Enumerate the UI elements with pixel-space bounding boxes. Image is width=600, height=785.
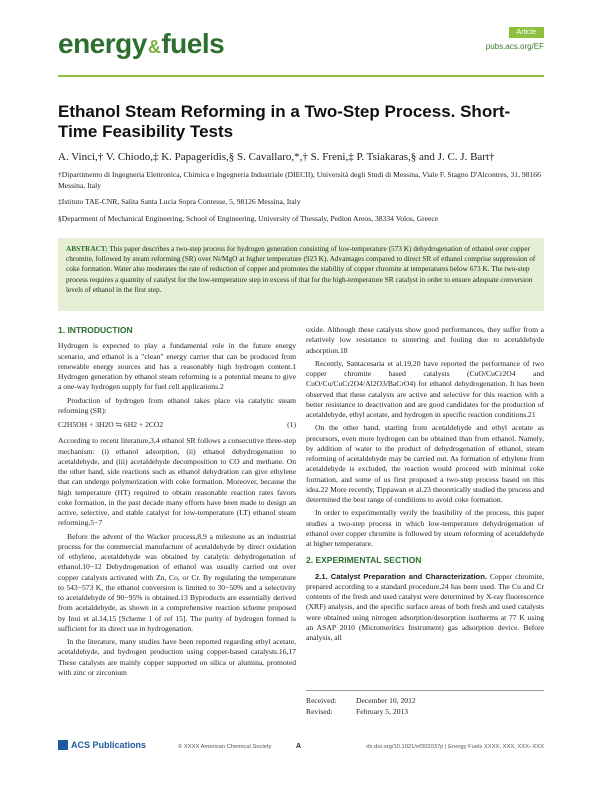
paragraph: According to recent literature,3,4 ethanol SR follows a consecutive three-step mechanism: (i) ethanol adsorption, (ii) ethanol dehydrogenation to acetaldehyde, and (iii) acetaldehyde decomposition to CO and methane. On the other hand, side reactions such as ethanol dehydration can give ethylene that can undergo polymerization with coke formation. Moreover, because the high temperature (HT) required to obtain reasonable reaction rates favors coke formation, in the past decade many efforts have been made to design an active, selective, and stable catalyst for low-temperature (LT) ethanol steam reforming.5−7 bbox=[58, 436, 296, 528]
paragraph: Recently, Santacesaria et al.19,20 have reported the performance of two copper chromite based catalysts (CuO/CuCr2O4 and CuO/Cu/CuCr2O4/Al2O3/BaCrO4) for ethanol dehydrogenation. It has been observed that these catalysts are active and selective for this reaction with a better resistance to deactivation and are good candidates for the production of acetaldehyde, ethyl acetate, and hydrogen in specific reaction conditions.21 bbox=[306, 358, 544, 419]
left-column bbox=[58, 325, 296, 681]
paragraph: Production of hydrogen from ethanol takes place via catalytic steam reforming (SR): bbox=[58, 395, 296, 415]
revised-date-row bbox=[306, 706, 544, 717]
section-heading-experimental: 2. EXPERIMENTAL SECTION bbox=[306, 555, 422, 566]
article-dates bbox=[306, 690, 544, 717]
affiliation-2: ‡Istituto TAE-CNR, Salita Santa Lucia Sopra Contesse, 5, 98126 Messina, Italy bbox=[58, 197, 301, 207]
received-date-row bbox=[306, 695, 544, 706]
subsection-heading: 2.1. Catalyst Preparation and Characterization. bbox=[315, 571, 487, 581]
abstract-text: This paper describes a two-step process for hydrogen generation consisting of low-temperature (573 K) dehydrogenation of ethanol over copper chromite, followed by steam reforming (SR) over Ni/MgO at higher temperature (923 K). Advantages compared to direct SR of ethanol comprise suppression of coke formation. Water also moderates the rate of reduction of copper and promotes the stability of copper chromite at temperatures below 673 K. The two-step process requires a quantity of catalyst for the low-temperature step in excess of that for the high-temperature SR catalyst in order to ensure adequate conversion levels of ethanol in the first step. bbox=[66, 244, 536, 294]
page-number: A bbox=[296, 743, 302, 750]
subsection-text: Copper chromite, prepared according to a standard procedure,24 has been used. The Cu and Cr contents of the fresh and used catalyst were determined by X-ray fluorescence (XRF) analysis, and the specific surface areas of both fresh and used catalysts were obtained using nitrogen adsorption/desorption isotherms at 77 K using an ASAP 2010 (Micromeritics Instrument) gas adsorption device. Before analysis, all bbox=[306, 571, 544, 642]
received-date: December 10, 2012 bbox=[356, 696, 416, 705]
paragraph: Before the advent of the Wacker process,8,9 a milestone as an industrial process for the commercial manufacture of acetaldehyde by direct oxidation of ethylene, acetaldehyde was obtained by catalytic dehydrogenation of ethanol.10−12 Dehydrogenation of ethanol was usually carried out over copper catalysts activated with Zn, Co, or Cr. By regulating the temperature to 543−573 K, the ethanol conversion is limited to 30−50% and a selectivity to acetaldehyde of 90−95% is obtained.13 Byproducts are essentially derived from acetaldehyde, as shown in a comprehensive reaction scheme proposed by Inui et al.14,15 [Scheme 1 of ref 15]. The purity of hydrogen formed is sufficient for its direct use in hydrogenation. bbox=[58, 531, 296, 633]
journal-header bbox=[58, 22, 544, 77]
paragraph: In the literature, many studies have been reported regarding ethyl acetate, acetaldehyde, and hydrogen production using copper-based catalysts.16,17 These catalysts are mainly copper supported on silica or alumina, promoted with zinc or zirconium bbox=[58, 637, 296, 677]
paragraph: In order to experimentally verify the feasibility of the process, this paper studies a two-step process in which low-temperature dehydrogenation of ethanol over copper chromite is followed by steam reforming of acetaldehyde at higher temperature. bbox=[306, 508, 544, 548]
abstract-box bbox=[58, 238, 544, 311]
author-list: A. Vinci,† V. Chiodo,‡ K. Papageridis,§ S. Cavallaro,*,† S. Freni,‡ P. Tsiakaras,§ and J. C. J. Bart† bbox=[58, 151, 495, 163]
publisher-name: ACS Publications bbox=[71, 740, 147, 750]
equation-1 bbox=[58, 420, 296, 430]
acs-logo-icon bbox=[58, 740, 68, 750]
doi-link[interactable]: dx.doi.org/10.1021/ef302037p | Energy Fuels XXXX, XXX, XXX−XXX bbox=[366, 744, 544, 750]
affiliations bbox=[58, 170, 544, 230]
paragraph: Hydrogen is expected to play a fundamental role in the future energy scenario, and ethanol is a "clean" energy carrier that can be produced from renewable energy sources and has a reasonably high hydrogen content.1 Hydrogen generation by ethanol steam reforming is a potential means to give a one-way hydrogen supply for fuel cell applications.2 bbox=[58, 341, 296, 392]
copyright: © XXXX American Chemical Society bbox=[178, 744, 272, 750]
revised-date: February 5, 2013 bbox=[356, 707, 409, 716]
article-type-badge: Article bbox=[509, 27, 544, 38]
revised-label: Revised: bbox=[306, 707, 333, 716]
page-footer bbox=[58, 738, 544, 758]
article-title: Ethanol Steam Reforming in a Two-Step Process. Short-Time Feasibility Tests bbox=[58, 102, 511, 141]
right-column bbox=[306, 325, 544, 646]
logo-word-energy: energy bbox=[58, 28, 147, 59]
paragraph bbox=[306, 572, 544, 644]
abstract-label: ABSTRACT: bbox=[66, 244, 108, 253]
equation-number: (1) bbox=[287, 420, 296, 429]
header-divider bbox=[58, 75, 544, 77]
equation-body: C2H5OH + 3H2O ⇆ 6H2 + 2CO2 bbox=[58, 420, 164, 429]
paragraph: oxide. Although these catalysts show good performances, they suffer from a relatively low resistance to sintering and fouling due to acetaldehyde adsorption.18 bbox=[306, 325, 544, 355]
journal-logo bbox=[58, 28, 224, 60]
section-heading-introduction: 1. INTRODUCTION bbox=[58, 325, 133, 335]
journal-url-link[interactable]: pubs.acs.org/EF bbox=[485, 42, 544, 51]
logo-ampersand: & bbox=[147, 37, 161, 57]
publisher-logo bbox=[58, 740, 146, 750]
affiliation-3: §Department of Mechanical Engineering, School of Engineering, University of Thessaly, Pedion Areos, 38334 Volos, Greece bbox=[58, 213, 439, 223]
received-label: Received: bbox=[306, 696, 337, 705]
logo-word-fuels: fuels bbox=[161, 28, 225, 59]
paragraph: On the other hand, starting from acetaldehyde and ethyl acetate as precursors, even more hydrogen can be obtained than from ethanol. Namely, by addition of water to the product of dehydrogenation of ethanol, steam reforming of acetaldehyde may be carried out. As formation of ethylene from acetaldehyde is excluded, the reaction would proceed with minimal coke formation, and some of us first proposed a two-step process based on this idea.22 More recently, Tippawan et al.23 theoretically studied the process and determined the best range of conditions to avoid coke formation. bbox=[306, 423, 544, 504]
affiliation-1: †Dipartimento di Ingegneria Elettronica, Chimica e Ingegneria Industriale (DIECII), Università degli Studi di Messina, Viale F. Stagno D'Alcontres, 31, 98166 Messina, Italy bbox=[58, 170, 541, 190]
